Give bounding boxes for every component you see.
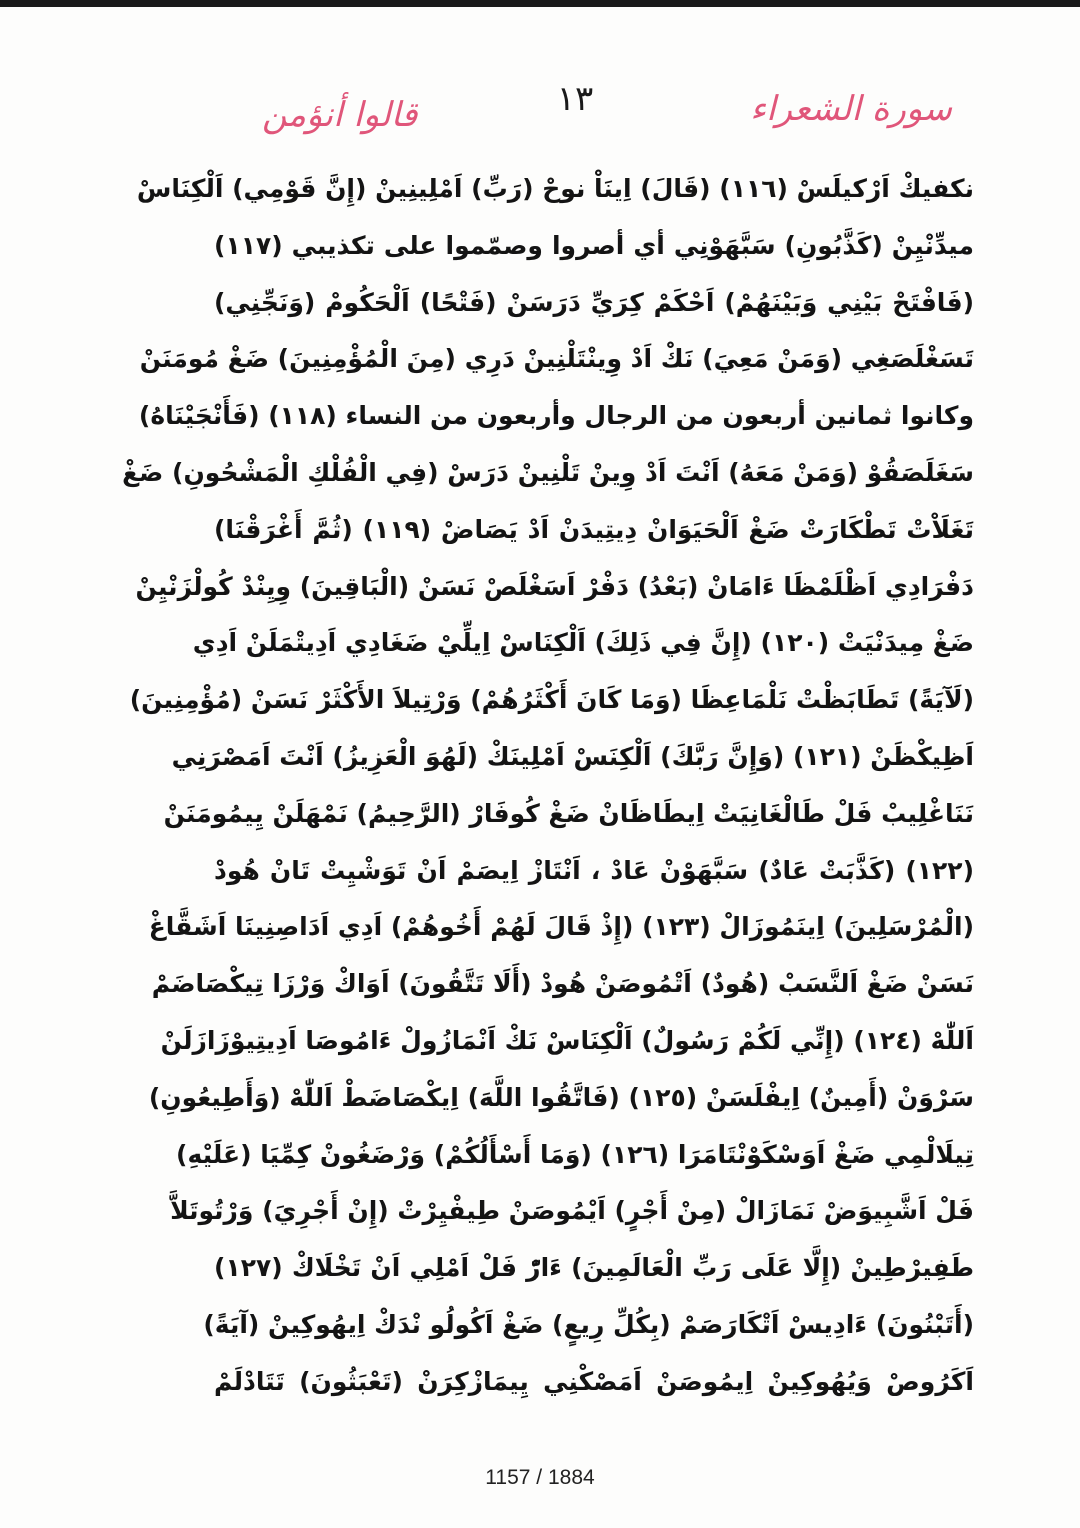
- text-line: ميدِّنْيِنْ (كَذَّبُونِ) سَبَّهَوْنِي أي أصروا وصمّموا على تكذيبي (١١٧): [214, 230, 974, 260]
- page-number: ١٣: [556, 79, 594, 119]
- page-indicator: 1157 / 1884: [485, 1466, 595, 1489]
- text-line: نكفيكْ اَرْكيلَسْ (١١٦) (قَالَ) اِينَاْ نوحْ (رَبِّ) اَمْلِينِينْ (إِنَّ قَوْمِي) اَلْكِنَاسْ: [136, 174, 974, 203]
- text-line: تِيلَالْمِي ضَغْ اَوَسْكَوْنْتَامَرَا (١٢٦) (وَمَا أَسْأَلُكُمْ) وَرْضَغُونْ كِمِّيَا (عَلَيْهِ): [176, 1139, 974, 1169]
- text-line: وكانوا ثمانين أربعون من الرجال وأربعون من النساء (١١٨) (فَأَنْجَيْنَاهُ): [138, 401, 974, 431]
- text-line: (لَآيَةً) تَطَابَظْتْ نَلْمَاعِظَا (وَمَا كَانَ أَكْثَرُهُمْ) وَرْتِيلاَ الأَكْثَرْ نَسَنْ (مُؤْمِنِينَ): [129, 685, 974, 715]
- text-line: ضَغْ مِيدَنْيَتْ (١٢٠) (إِنَّ فِي ذَلِكَ) اَلْكِنَاسْ اِيلِّيْ ضَغَادِي اَدِيتْمَلَنْ اَدِي: [192, 628, 974, 658]
- text-line: سَغَلَصَقُوْ (وَمَنْ مَعَهُ) اَنْتَ اَدْ وِينْ تَلْنِينْ دَرَسْ (فِي الْفُلْكِ الْمَشْحُونِ) ضَغْ: [122, 457, 974, 487]
- text-line: نَسَنْ ضَغْ اَلنَّسَبْ (هُودٌ) اَتْمُوصَنْ هُودْ (أَلَا تَتَّقُونَ) اَوَاكْ وَرْزَا تِيكْصَاضَمْ: [151, 969, 974, 999]
- text-line: اَكَرُوصْ وَيُهُوكِينْ اِيمُوصَنْ اَمَصْكْنِي يِيمَازْكِرَنْ (تَعْبَثُونَ) تَتَادْلَمْ: [214, 1366, 974, 1396]
- text-line: (الْمُرْسَلِينَ) اِينَمُوزَالْ (١٢٣) (إِذْ قَالَ لَهُمْ أَخُوهُمْ) اَدِي اَدَاصِنِينَا اَشَقَّاغْ: [148, 912, 974, 942]
- text-line: سَرْوَنْ (أَمِينٌ) اِيفْلَسَنْ (١٢٥) (فَاتَّقُوا اللَّهَ) اِيكْصَاضَطْ اَللّٰهْ (وَأَطِيعُونِ): [148, 1082, 974, 1112]
- text-line: تَسَغْلَصَغِي (وَمَنْ مَعِيَ) نَكْ اَدْ وِينْتَلْنِينْ دَرِي (مِنَ الْمُؤْمِنِينَ) ضَغْ مُومَنَنْ: [139, 344, 974, 374]
- juz-name-handwritten: قالوا أنؤمن: [262, 95, 418, 135]
- page-top-edge: [0, 0, 1080, 7]
- page-header: [0, 7, 1080, 157]
- surah-name-handwritten: سورة الشعراء: [750, 89, 952, 129]
- text-line: طَفِيرْطِينْ (إِلَّا عَلَى رَبِّ الْعَالَمِينَ) ءَارّْ فَلْ اَمْلِي اَنْ تَخْلَاكْ (١٢٧): [214, 1253, 974, 1283]
- text-line: نَنَاغْلِيبْ فَلْ طَالْغَانِيَتْ اِيطَاظَانْ ضَغْ كُوفَارْ (الرَّحِيمُ) نَمْهَلَنْ يِيمُومَنَنْ: [163, 798, 974, 828]
- text-line: فَلْ اَشَّبِيوَضْ نَمَازَالْ (مِنْ أَجْرٍ) اَيْمُوصَنْ طِيفْيِرْتْ (إِنْ أَجْرِيَ) وَرْتُوتَلاَّ: [170, 1196, 974, 1226]
- text-line: اَظِيكْظَنْ (١٢١) (وَإِنَّ رَبَّكَ) اَلْكِنَسْ اَمْلِينَكْ (لَهُوَ الْعَزِيزُ) اَنْتَ اَمَصْرَنِي: [171, 741, 974, 771]
- text-line: (فَافْتَحْ بَيْنِي وَبَيْنَهُمْ) اَحْكَمْ كِرَيِّ دَرَسَنْ (فَتْحًا) اَلْحَكُومْ (وَنَجِّنِي): [214, 287, 974, 317]
- scanned-page: [0, 7, 1080, 1528]
- text-line: (أَتَبْنُونَ) ءَادِيسْ اَتْكَارَصَمْ (بِكُلِّ رِيعٍ) ضَغْ اَكُولُو نْدَكْ اِيهُوكِينْ (آيَةً): [203, 1309, 974, 1339]
- text-line: تَغَلَاْتْ تَطْكَارَتْ ضَغْ اَلْحَيَوَانْ دِيتِيدَنْ اَدْ يَصَاضْ (١١٩) (ثُمَّ أَغْرَقْنَا): [214, 514, 974, 544]
- text-line: دَفْرَادِي اَظْلَمْظَا ءَامَانْ (بَعْدُ) دَفْرْ اَسَغْلَصْ نَسَنْ (الْبَاقِينَ) وِيِنْدْ كُولْزَنْيِنْ: [135, 571, 974, 601]
- text-line: اَللّٰهْ (١٢٤) (إِنِّي لَكُمْ رَسُولٌ) اَلْكِنَاسْ نَكْ اَنْمَازُولْ ءَامُوصَا اَدِيتِيوْزَازَلَنْ: [160, 1025, 974, 1055]
- tafsir-text-block: [122, 161, 974, 1411]
- text-line: (١٢٢) (كَذَّبَتْ عَادٌ) سَبَّهَوْنْ عَادْ ، اَنْتَازْ اِيصَمْ اَنْ تَوَشْيِتْ تَانْ هُودْ: [214, 855, 974, 885]
